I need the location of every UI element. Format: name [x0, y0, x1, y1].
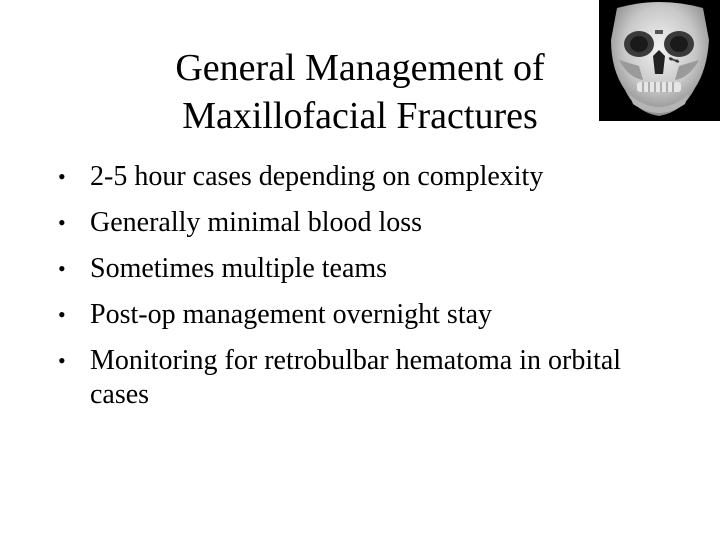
bullet-item [58, 298, 678, 332]
bullet-item [58, 160, 678, 194]
bullet-text: Monitoring for retrobulbar hematoma in orbital cases [90, 345, 622, 410]
bullet-item [58, 252, 678, 286]
bullet-item [58, 344, 678, 412]
bullet-text: Sometimes multiple teams [90, 253, 388, 284]
skull-ct-image [599, 0, 720, 121]
bullet-dot: • [58, 302, 66, 327]
skull-ct-reconstruction-icon [599, 0, 720, 121]
bullet-dot: • [58, 210, 66, 235]
bullet-dot: • [58, 348, 66, 373]
bullet-dot: • [58, 164, 66, 189]
bullet-list [58, 160, 678, 424]
slide-title [100, 44, 620, 140]
title-line-2: Maxillofacial Fractures [182, 95, 538, 137]
bullet-text: 2-5 hour cases depending on complexity [90, 161, 544, 192]
bullet-item [58, 206, 678, 240]
bullet-text: Post-op management overnight stay [90, 299, 493, 330]
bullet-dot: • [58, 256, 66, 281]
bullet-text: Generally minimal blood loss [90, 207, 423, 238]
title-line-1: General Management of [175, 47, 545, 89]
